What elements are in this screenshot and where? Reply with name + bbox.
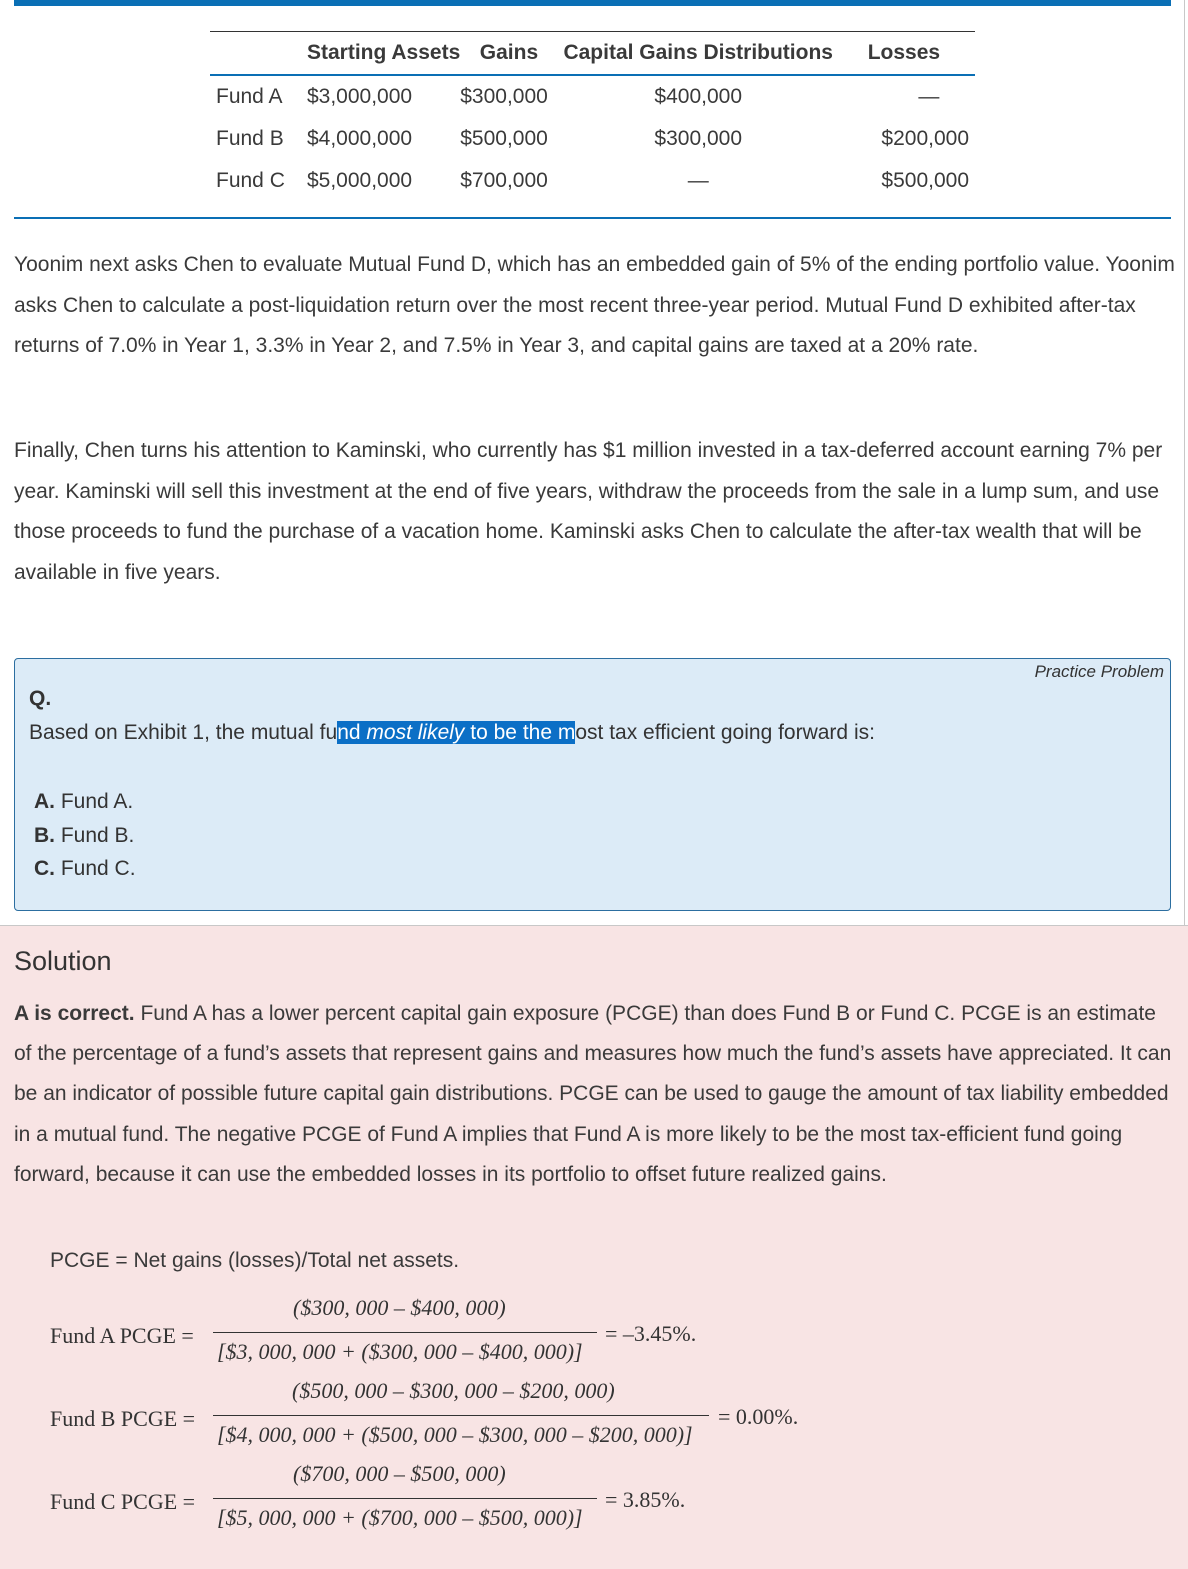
question-label: Q. bbox=[29, 687, 52, 710]
paragraph-fund-d: Yoonim next asks Chen to evaluate Mutual Fund D, which has an embedded gain of 5% of the ending portfolio value. Yoonim asks Chen to calculate a post-liquidation return over the most recent three-year period. Mutual Fund D exhibited after-tax returns of 7.0% in Year 1, 3.3% in Year 2, and 7.5% in Year 3, and capital gains are taxed at a 20% rate. bbox=[14, 253, 1175, 357]
option-text: Fund A. bbox=[55, 790, 134, 813]
solution-body bbox=[14, 994, 1179, 1195]
starting-assets: $5,000,000 bbox=[306, 169, 413, 192]
gains: $500,000 bbox=[460, 127, 548, 150]
equation-lhs: Fund B PCGE = bbox=[50, 1406, 196, 1431]
equation-result: = –3.45%. bbox=[605, 1321, 697, 1346]
header-starting-assets: Starting Assets bbox=[307, 32, 460, 76]
fraction-bar bbox=[213, 1498, 597, 1499]
option-b[interactable] bbox=[34, 819, 136, 853]
question-emphasis: most likely bbox=[366, 721, 465, 744]
practice-problem-tag: Practice Problem bbox=[1034, 662, 1164, 681]
option-letter: C. bbox=[34, 857, 55, 880]
question-text-part: nd bbox=[337, 721, 367, 744]
equation-numerator: ($500, 000 – $300, 000 – $200, 000) bbox=[292, 1378, 615, 1403]
losses: $200,000 bbox=[881, 127, 969, 150]
fund-name: Fund B bbox=[216, 127, 284, 150]
cg-distributions: $400,000 bbox=[654, 85, 743, 108]
text-selection-highlight[interactable] bbox=[337, 721, 575, 744]
fund-name: Fund C bbox=[216, 169, 285, 192]
cg-distributions: — bbox=[687, 169, 709, 192]
option-text: Fund C. bbox=[55, 857, 136, 880]
right-border bbox=[1184, 0, 1185, 925]
equation-numerator: ($700, 000 – $500, 000) bbox=[293, 1461, 506, 1486]
equation-lhs: Fund C PCGE = bbox=[50, 1489, 196, 1514]
top-accent-bar bbox=[14, 0, 1171, 6]
gains: $300,000 bbox=[460, 85, 548, 108]
option-a[interactable] bbox=[34, 785, 136, 819]
option-text: Fund B. bbox=[55, 823, 135, 847]
solution-lead: A is correct. bbox=[14, 1002, 135, 1025]
losses: $500,000 bbox=[881, 169, 969, 192]
solution-section bbox=[0, 925, 1188, 1569]
starting-assets: $4,000,000 bbox=[306, 127, 413, 150]
cg-distributions: $300,000 bbox=[654, 127, 743, 150]
equation-denominator: [$5, 000, 000 + ($700, 000 – $500, 000)] bbox=[217, 1505, 583, 1530]
header-cg-distributions: Capital Gains Distributions bbox=[558, 32, 839, 76]
header-gains: Gains bbox=[460, 32, 557, 76]
exhibit-table bbox=[210, 31, 975, 202]
table-row bbox=[210, 75, 975, 118]
option-letter: B. bbox=[34, 823, 55, 847]
paragraph-kaminski: Finally, Chen turns his attention to Kaminski, who currently has $1 million invested in a tax-deferred account earning 7% per year. Kaminski will sell this investment at the end of five years, withdraw the proceeds from the sale in a lump sum, and use those proceeds to fund the purchase of a vacation home. Kaminski asks Chen to calculate the after-tax wealth that will be available in five years. bbox=[14, 439, 1163, 584]
starting-assets: $3,000,000 bbox=[306, 85, 413, 108]
question-text-part: to be the m bbox=[464, 721, 576, 744]
equation-result: = 3.85%. bbox=[605, 1487, 686, 1512]
equation-denominator: [$4, 000, 000 + ($500, 000 – $300, 000 – $200, 000)] bbox=[217, 1422, 693, 1447]
solution-title: Solution bbox=[14, 946, 112, 976]
table-row bbox=[210, 118, 975, 160]
exhibit-divider bbox=[14, 217, 1171, 219]
fund-name: Fund A bbox=[216, 85, 283, 108]
option-c[interactable] bbox=[34, 852, 136, 886]
question-text-part: ost tax efficient going forward is: bbox=[575, 721, 875, 744]
equation-numerator: ($300, 000 – $400, 000) bbox=[293, 1295, 506, 1320]
practice-problem-box bbox=[14, 658, 1171, 911]
question-text-part: Based on Exhibit 1, the mutual fu bbox=[29, 721, 338, 744]
pcge-definition: PCGE = Net gains (losses)/Total net assets. bbox=[50, 1249, 460, 1272]
option-letter: A. bbox=[34, 790, 55, 813]
losses: — bbox=[918, 85, 940, 108]
table-row bbox=[210, 160, 975, 202]
exhibit-header-row bbox=[210, 32, 975, 76]
fraction-bar bbox=[213, 1332, 597, 1333]
fraction-bar bbox=[213, 1415, 709, 1416]
answer-options bbox=[34, 785, 136, 886]
solution-text: Fund A has a lower percent capital gain exposure (PCGE) than does Fund B or Fund C. PCGE is an estimate of the percentage of a fund’s assets that represent gains and measures how much the fund’s assets have appreciated. It can be an indicator of possible future capital gain distributions. PCGE can be used to gauge the amount of tax liability embedded in a mutual fund. The negative PCGE of Fund A implies that Fund A is more likely to be the most tax-efficient fund going forward, because it can use the embedded losses in its portfolio to offset future realized gains. bbox=[14, 1002, 1172, 1186]
equation-denominator: [$3, 000, 000 + ($300, 000 – $400, 000)] bbox=[217, 1339, 583, 1364]
header-losses: Losses bbox=[839, 32, 975, 76]
question-text bbox=[29, 721, 875, 745]
header-cell bbox=[210, 32, 307, 76]
equation-result: = 0.00%. bbox=[718, 1404, 799, 1429]
equation-lhs: Fund A PCGE = bbox=[50, 1323, 194, 1348]
gains: $700,000 bbox=[460, 169, 548, 192]
